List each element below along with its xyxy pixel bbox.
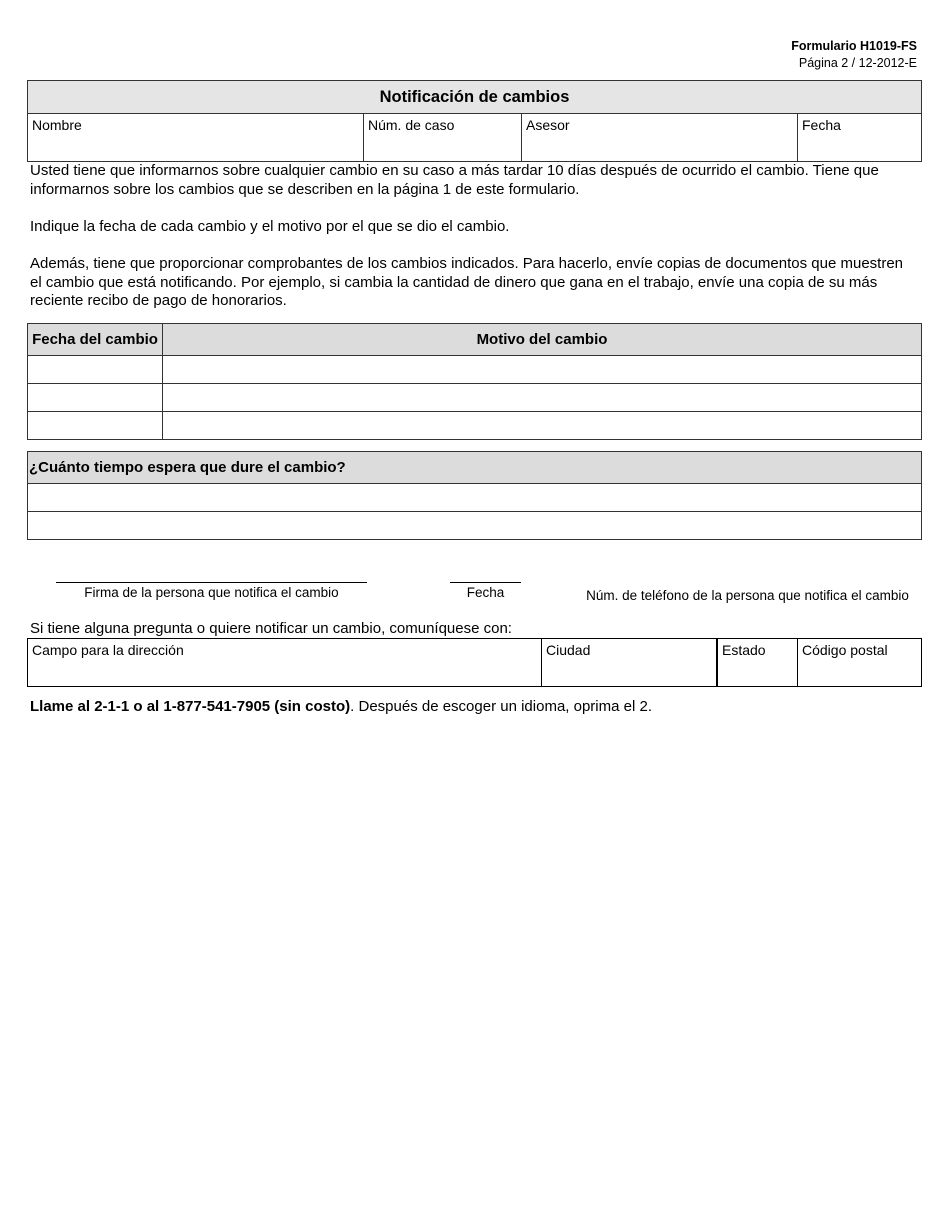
- table-row: [28, 484, 922, 512]
- notice-title: Notificación de cambios: [28, 81, 922, 114]
- change-date-cell[interactable]: [28, 412, 163, 440]
- contact-intro: Si tiene alguna pregunta o quiere notificar un cambio, comuníquese con:: [30, 620, 512, 637]
- notice-table: [27, 80, 922, 162]
- form-header: [791, 38, 917, 72]
- instruction-paragraph: Indique la fecha de cada cambio y el motivo por el que se dio el cambio.: [30, 218, 510, 235]
- change-date-header: Fecha del cambio: [28, 324, 163, 356]
- table-row: [28, 384, 922, 412]
- call-number: Llame al 2-1-1 o al 1-877-541-7905 (sin costo): [30, 698, 351, 715]
- duration-question: ¿Cuánto tiempo espera que dure el cambio?: [28, 452, 922, 484]
- signature-label: Firma de la persona que notifica el cambio: [84, 585, 339, 600]
- call-rest: . Después de escoger un idioma, oprima el 2.: [350, 698, 652, 715]
- address-field[interactable]: Campo para la dirección: [28, 639, 542, 687]
- state-field[interactable]: Estado: [717, 639, 798, 687]
- table-row: [28, 412, 922, 440]
- zip-field[interactable]: Código postal: [798, 639, 922, 687]
- case-number-field[interactable]: Núm. de caso: [364, 114, 522, 162]
- intro-paragraph: Usted tiene que informarnos sobre cualquier cambio en su caso a más tardar 10 días después de ocurrido el cambio. Tiene que informarnos sobre los cambios que se describen en la página 1 de este formulario.: [30, 162, 879, 198]
- change-reason-cell[interactable]: [163, 384, 922, 412]
- change-date-cell[interactable]: [28, 356, 163, 384]
- page-info: Página 2 / 12-2012-E: [798, 56, 917, 70]
- name-field[interactable]: Nombre: [28, 114, 364, 162]
- change-reason-cell[interactable]: [163, 356, 922, 384]
- change-date-cell[interactable]: [28, 384, 163, 412]
- signature-line[interactable]: [56, 582, 367, 583]
- duration-answer-cell[interactable]: [28, 512, 922, 540]
- advisor-field[interactable]: Asesor: [522, 114, 798, 162]
- change-table: [27, 323, 922, 440]
- form-id: Formulario H1019-FS: [791, 39, 917, 53]
- signature-date-label: Fecha: [466, 585, 505, 600]
- contact-table: [27, 638, 922, 687]
- table-row: [28, 356, 922, 384]
- date-field[interactable]: Fecha: [798, 114, 922, 162]
- change-reason-header: Motivo del cambio: [163, 324, 922, 356]
- phone-label: Núm. de teléfono de la persona que notifica el cambio: [586, 588, 909, 603]
- table-row: [28, 512, 922, 540]
- call-instruction: [30, 698, 652, 715]
- proof-paragraph: Además, tiene que proporcionar comprobantes de los cambios indicados. Para hacerlo, envíe copias de documentos que muestren el cambio que está notificando. Por ejemplo, si cambia la cantidad de dinero que gana en el trabajo, envíe una copia de su más reciente recibo de pago de honorarios.: [30, 255, 904, 309]
- change-reason-cell[interactable]: [163, 412, 922, 440]
- duration-answer-cell[interactable]: [28, 484, 922, 512]
- duration-table: [27, 451, 922, 540]
- city-field[interactable]: Ciudad: [542, 639, 718, 687]
- signature-date-line[interactable]: [450, 582, 521, 583]
